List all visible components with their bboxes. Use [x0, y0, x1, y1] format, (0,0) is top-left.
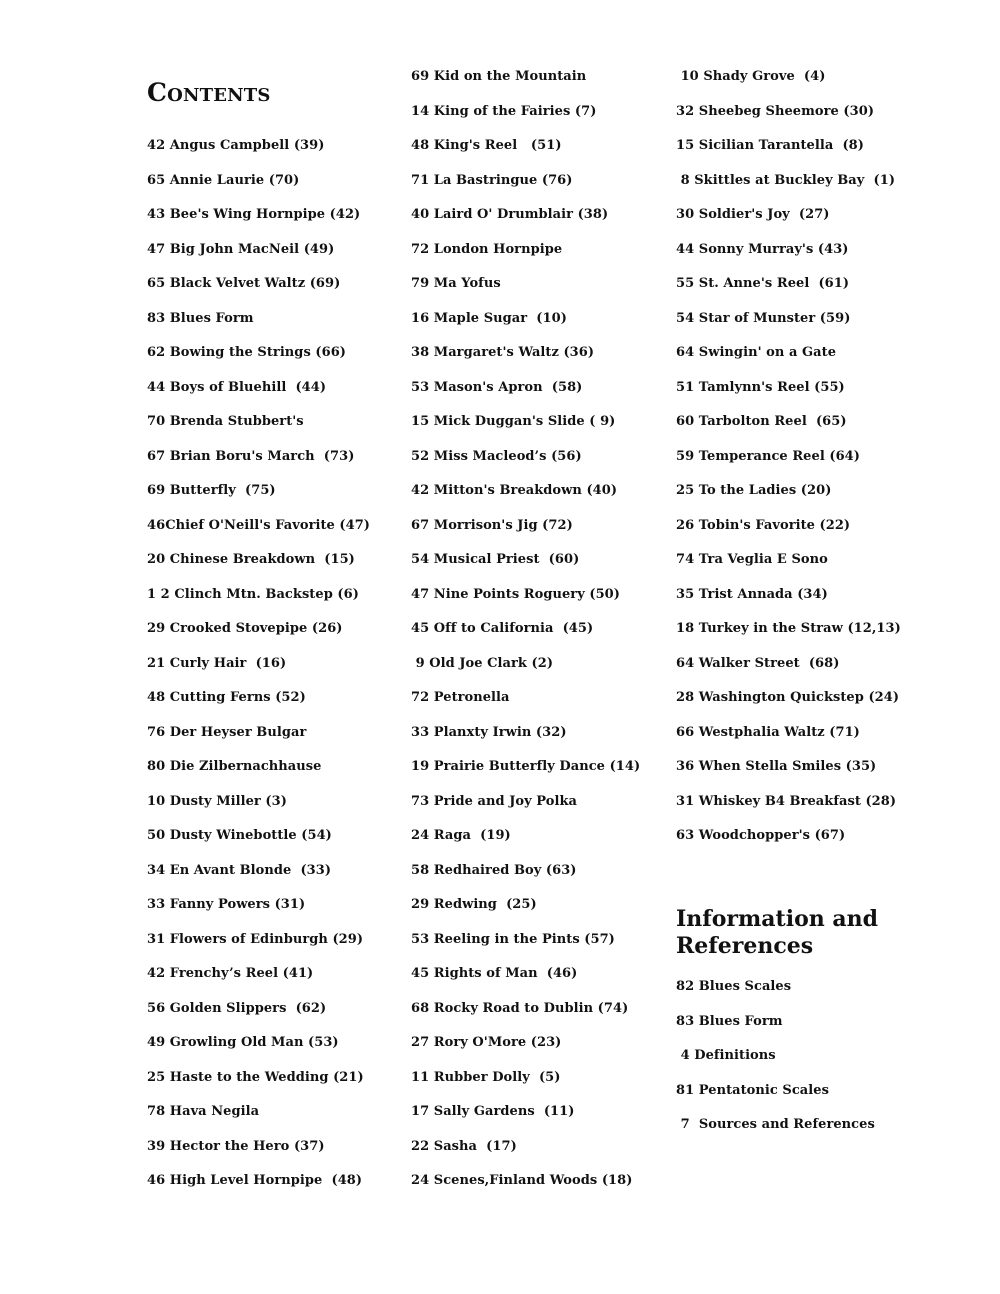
contents-entry: 67 Brian Boru's March (73): [147, 448, 355, 464]
contents-entry: 64 Walker Street (68): [676, 655, 840, 671]
contents-entry: 17 Sally Gardens (11): [411, 1104, 575, 1119]
contents-entry: 31 Whiskey B4 Breakfast (28): [676, 793, 897, 809]
contents-entry: 30 Soldier's Joy (27): [676, 207, 830, 222]
contents-entry: 50 Dusty Winebottle (54): [147, 828, 332, 843]
contents-entry: 33 Fanny Powers (31): [147, 897, 306, 912]
contents-entry: 83 Blues Form: [676, 1013, 783, 1029]
contents-entry: 79 Ma Yofus: [411, 276, 501, 291]
contents-entry: 44 Sonny Murray's (43): [676, 241, 849, 257]
contents-entry: 48 Cutting Ferns (52): [147, 690, 306, 705]
contents-entry: 26 Tobin's Favorite (22): [676, 517, 851, 533]
contents-entry: 72 London Hornpipe: [411, 241, 563, 257]
contents-entry: 69 Butterfly (75): [147, 483, 276, 498]
contents-entry: 65 Black Velvet Waltz (69): [147, 276, 341, 291]
contents-entry: 19 Prairie Butterfly Dance (14): [411, 759, 641, 774]
contents-entry: 25 Haste to the Wedding (21): [147, 1069, 364, 1085]
contents-entry: 48 King's Reel (51): [411, 138, 562, 153]
contents-entry: 20 Chinese Breakdown (15): [147, 552, 355, 567]
contents-entry: 47 Nine Points Roguery (50): [411, 586, 620, 602]
contents-entry: 31 Flowers of Edinburgh (29): [147, 931, 364, 947]
contents-entry: 24 Raga (19): [411, 828, 511, 843]
contents-entry: 15 Sicilian Tarantella (8): [676, 138, 864, 153]
contents-entry: 24 Scenes,Finland Woods (18): [411, 1173, 633, 1188]
contents-entry: 36 When Stella Smiles (35): [676, 759, 877, 774]
contents-entry: 45 Off to California (45): [411, 621, 594, 636]
contents-entry: 42 Mitton's Breakdown (40): [411, 483, 618, 498]
contents-entry: 74 Tra Veglia E Sono: [676, 552, 828, 567]
contents-entry: 7 Sources and References: [676, 1117, 875, 1132]
contents-entry: 56 Golden Slippers (62): [147, 1000, 327, 1016]
contents-entry: 42 Angus Campbell (39): [147, 138, 325, 153]
contents-entry: 15 Mick Duggan's Slide ( 9): [411, 414, 616, 429]
contents-entry: 34 En Avant Blonde (33): [147, 862, 332, 878]
contents-entry: 71 La Bastringue (76): [411, 172, 573, 188]
contents-entry: 42 Frenchy’s Reel (41): [147, 966, 314, 981]
contents-entry: 63 Woodchopper's (67): [676, 828, 846, 843]
contents-entry: 64 Swingin' on a Gate: [676, 345, 837, 360]
contents-entry: 27 Rory O'More (23): [411, 1035, 562, 1050]
contents-entry: 10 Shady Grove (4): [676, 69, 826, 84]
contents-entry: 40 Laird O' Drumblair (38): [411, 207, 609, 222]
contents-entry: 53 Mason's Apron (58): [411, 379, 583, 395]
contents-entry: 10 Dusty Miller (3): [147, 793, 287, 809]
contents-entry: 32 Sheebeg Sheemore (30): [676, 103, 875, 119]
contents-entry: 25 To the Ladies (20): [676, 483, 832, 498]
contents-entry: 55 St. Anne's Reel (61): [676, 276, 850, 291]
contents-entry: 59 Temperance Reel (64): [676, 448, 860, 464]
contents-entry: 70 Brenda Stubbert's: [147, 414, 304, 429]
contents-entry: 38 Margaret's Waltz (36): [411, 345, 595, 360]
contents-entry: 73 Pride and Joy Polka: [411, 793, 578, 809]
contents-entry: 49 Growling Old Man (53): [147, 1035, 339, 1050]
contents-entry: 54 Star of Munster (59): [676, 310, 851, 326]
contents-entry: 46 High Level Hornpipe (48): [147, 1173, 363, 1188]
contents-entry: 9 Old Joe Clark (2): [411, 655, 554, 671]
contents-entry: 62 Bowing the Strings (66): [147, 345, 346, 360]
contents-entry: 43 Bee's Wing Hornpipe (42): [147, 207, 361, 222]
contents-entry: 28 Washington Quickstep (24): [676, 690, 900, 705]
contents-entry: 66 Westphalia Waltz (71): [676, 724, 860, 740]
contents-entry: 21 Curly Hair (16): [147, 655, 287, 671]
contents-entry: 72 Petronella: [411, 690, 510, 705]
contents-entry: 60 Tarbolton Reel (65): [676, 414, 847, 429]
contents-entry: 69 Kid on the Mountain: [411, 69, 587, 84]
contents-entry: 33 Planxty Irwin (32): [411, 724, 567, 740]
contents-entry: 83 Blues Form: [147, 310, 254, 326]
contents-entry: 18 Turkey in the Straw (12,13): [676, 621, 901, 636]
information-references-heading: Information and References: [676, 906, 879, 959]
contents-entry: 11 Rubber Dolly (5): [411, 1069, 561, 1085]
contents-entry: 52 Miss Macleod’s (56): [411, 448, 582, 464]
contents-entry: 76 Der Heyser Bulgar: [147, 724, 307, 740]
contents-entry: 44 Boys of Bluehill (44): [147, 379, 327, 395]
contents-entry: 58 Redhaired Boy (63): [411, 862, 577, 878]
contents-entry: 47 Big John MacNeil (49): [147, 241, 335, 257]
contents-entry: 14 King of the Fairies (7): [411, 103, 597, 119]
contents-entry: 29 Redwing (25): [411, 897, 537, 912]
contents-entry: 81 Pentatonic Scales: [676, 1082, 829, 1098]
contents-entry: 22 Sasha (17): [411, 1138, 517, 1154]
contents-title: Contents: [147, 78, 271, 107]
contents-entry: 53 Reeling in the Pints (57): [411, 931, 615, 947]
contents-entry: 29 Crooked Stovepipe (26): [147, 621, 343, 636]
contents-entry: 68 Rocky Road to Dublin (74): [411, 1000, 629, 1016]
contents-entry: 45 Rights of Man (46): [411, 966, 578, 981]
contents-entry: 16 Maple Sugar (10): [411, 310, 567, 326]
contents-entry: 65 Annie Laurie (70): [147, 172, 300, 188]
contents-entry: 78 Hava Negila: [147, 1104, 260, 1119]
contents-entry: 51 Tamlynn's Reel (55): [676, 379, 845, 395]
contents-entry: 67 Morrison's Jig (72): [411, 517, 573, 533]
contents-entry: 8 Skittles at Buckley Bay (1): [676, 172, 896, 188]
contents-entry: 1 2 Clinch Mtn. Backstep (6): [147, 586, 359, 602]
contents-entry: 46Chief O'Neill's Favorite (47): [147, 517, 371, 533]
contents-entry: 54 Musical Priest (60): [411, 552, 580, 567]
contents-entry: 35 Trist Annada (34): [676, 586, 828, 602]
contents-entry: 39 Hector the Hero (37): [147, 1138, 325, 1154]
contents-entry: 80 Die Zilbernachhause: [147, 759, 322, 774]
contents-entry: 4 Definitions: [676, 1048, 776, 1063]
contents-entry: 82 Blues Scales: [676, 979, 792, 994]
